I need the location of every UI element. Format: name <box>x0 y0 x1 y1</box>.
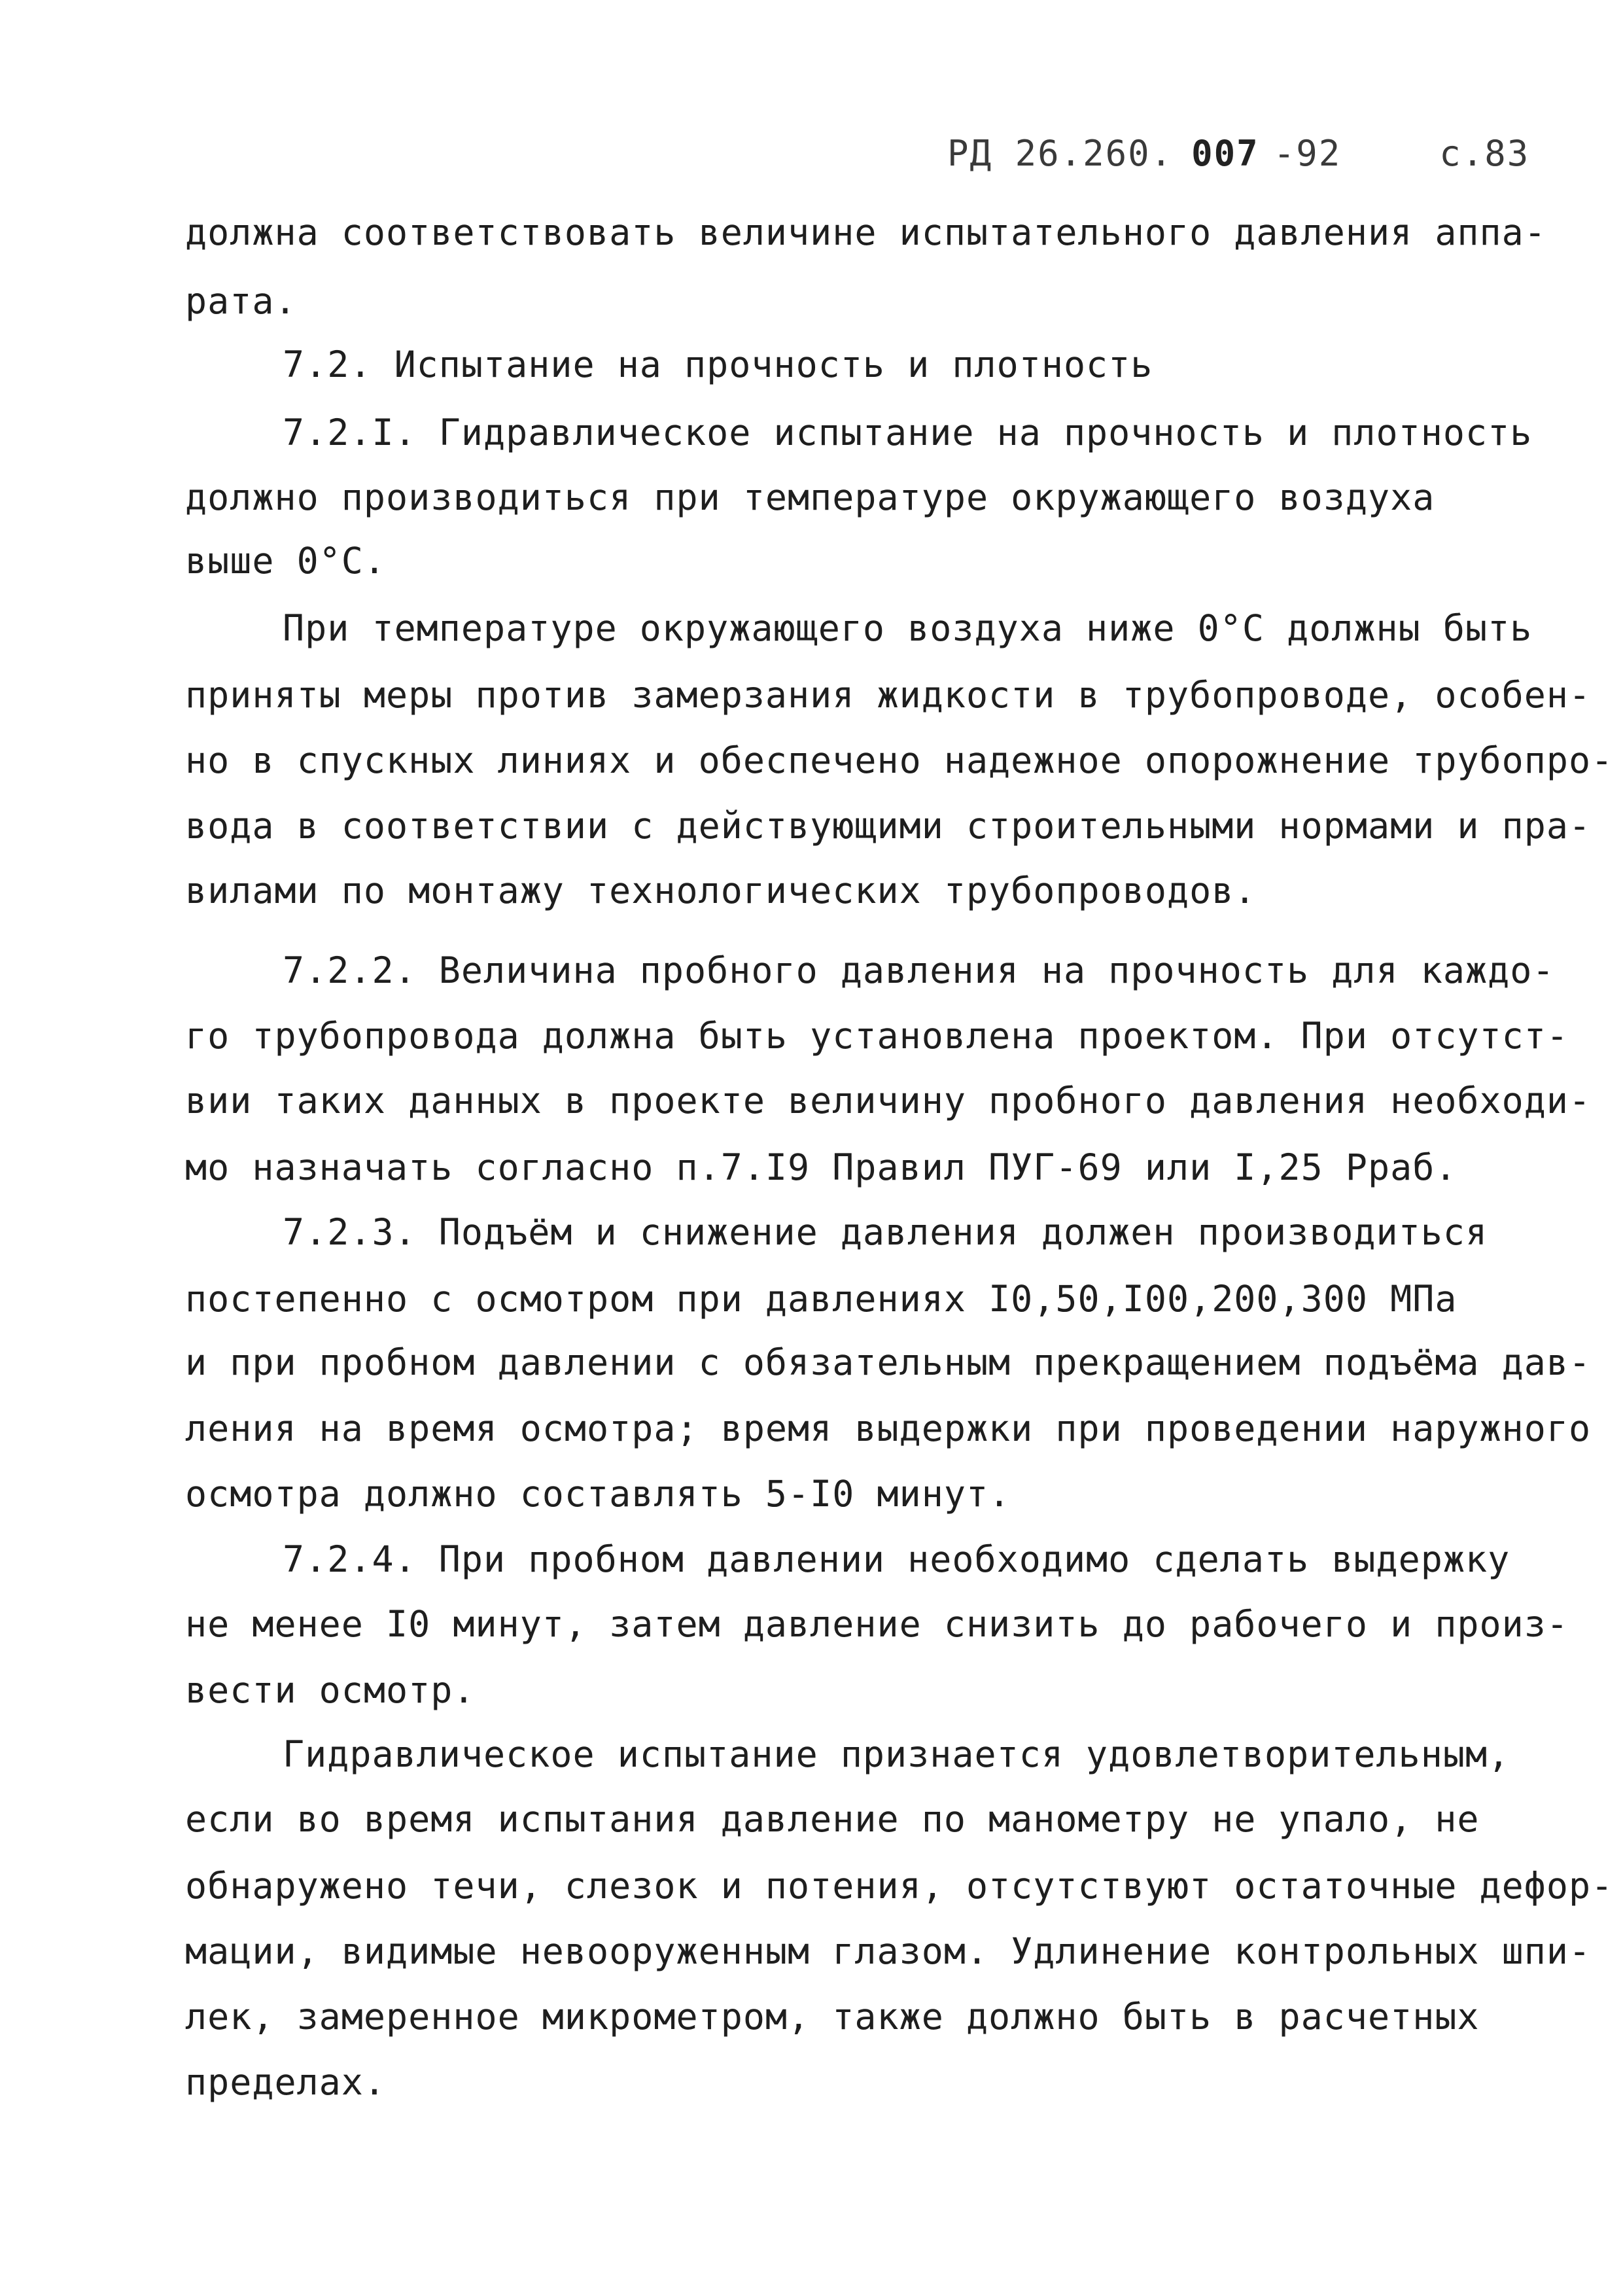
text-line: рата. <box>185 280 297 322</box>
section-heading: 7.2. Испытание на прочность и плотность <box>283 344 1153 385</box>
text-line: вода в соответствии с действующими строительными нормами и пра- <box>185 805 1592 847</box>
text-line: 7.2.I. Гидравлическое испытание на прочность и плотность <box>283 412 1533 453</box>
text-line: осмотра должно составлять 5-I0 минут. <box>185 1473 1011 1515</box>
document-code: РД 26.260. <box>947 133 1174 174</box>
text-line: При температуре окружающего воздуха ниже 0°С должны быть <box>283 607 1533 649</box>
text-line: ления на время осмотра; время выдержки при проведении наружного <box>185 1407 1592 1449</box>
text-line: 7.2.4. При пробном давлении необходимо сделать выдержку <box>283 1538 1510 1580</box>
text-line: и при пробном давлении с обязательным прекращением подъёма дав- <box>185 1341 1592 1383</box>
page-number: с.83 <box>1439 133 1530 174</box>
text-line: обнаружено течи, слезок и потения, отсутствуют остаточные дефор- <box>185 1865 1614 1907</box>
text-line: должна соответствовать величине испытательного давления аппа- <box>185 211 1546 253</box>
text-line: приняты меры против замерзания жидкости в трубопроводе, особен- <box>185 674 1592 716</box>
text-line: Гидравлическое испытание признается удовлетворительным, <box>283 1733 1510 1775</box>
text-line: 7.2.2. Величина пробного давления на прочность для каждо- <box>283 949 1555 991</box>
page-header <box>857 92 1529 215</box>
text-line: выше 0°С. <box>185 540 387 582</box>
text-line: 7.2.3. Подъём и снижение давления должен производиться <box>283 1211 1488 1253</box>
text-line: вести осмотр. <box>185 1669 476 1711</box>
text-line: мации, видимые невооруженным глазом. Удлинение контрольных шпи- <box>185 1930 1592 1972</box>
text-line: не менее I0 минут, затем давление снизить до рабочего и произ- <box>185 1603 1569 1645</box>
text-line: пределах. <box>185 2061 387 2103</box>
document-year: -92 <box>1273 133 1342 174</box>
text-line: постепенно с осмотром при давлениях I0,50,I00,200,300 МПа <box>185 1278 1457 1320</box>
text-line: лек, замеренное микрометром, также должно быть в расчетных <box>185 1996 1480 2038</box>
text-line: но в спускных линиях и обеспечено надежное опорожнение трубопро- <box>185 739 1614 781</box>
document-number: 007 <box>1191 133 1259 174</box>
text-line: мо назначать согласно п.7.I9 Правил ПУГ-69 или I,25 Рраб. <box>185 1146 1457 1188</box>
text-line: вии таких данных в проекте величину пробного давления необходи- <box>185 1080 1592 1122</box>
text-line: если во время испытания давление по манометру не упало, не <box>185 1798 1480 1840</box>
text-line: должно производиться при температуре окружающего воздуха <box>185 476 1435 518</box>
text-line: го трубопровода должна быть установлена проектом. При отсутст- <box>185 1015 1569 1057</box>
text-line: вилами по монтажу технологических трубопроводов. <box>185 870 1257 911</box>
